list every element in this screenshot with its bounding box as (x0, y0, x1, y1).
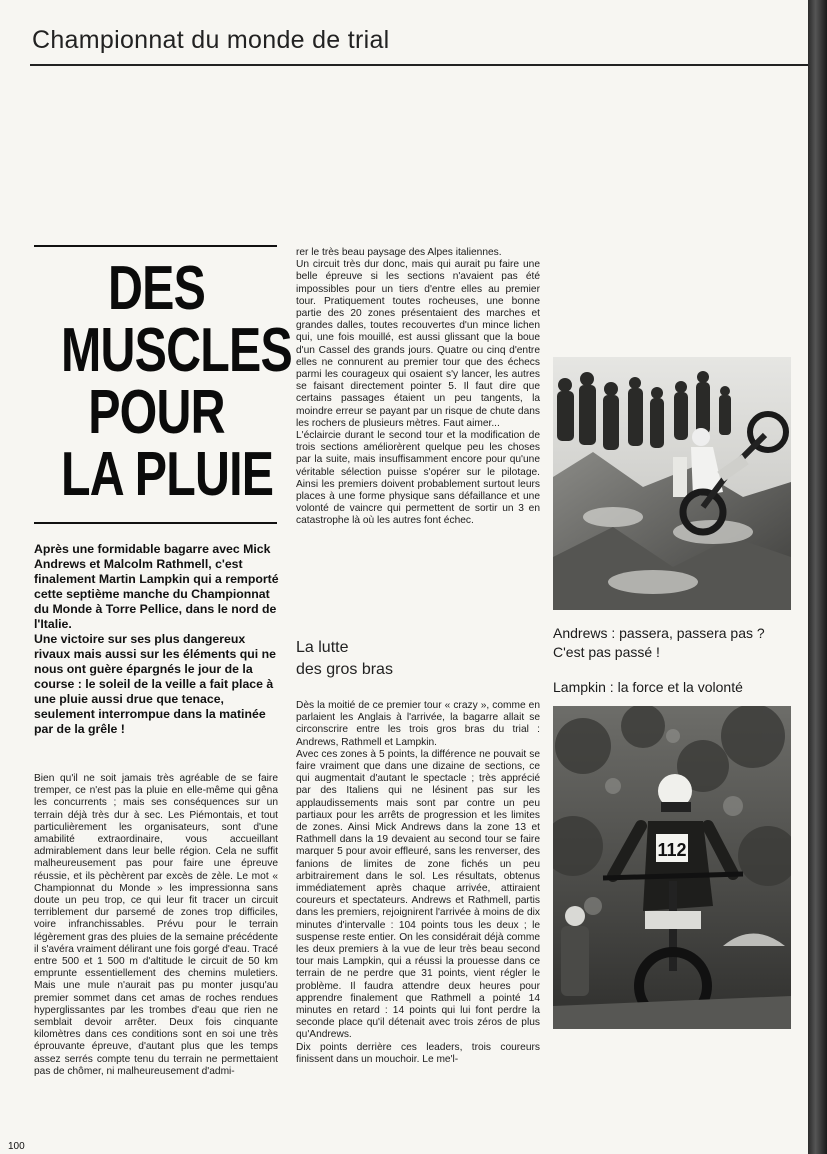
lead-paragraph-1: Après une formidable bagarre avec Mick Andrews et Malcolm Rathmell, c'est finalement Martin Lampkin qui a remporté cette septième manche du Championnat du Monde à Torre Pellice, dans le nord de l'Italie. (34, 542, 279, 631)
article-paragraph: rer le très beau paysage des Alpes italiennes. (296, 247, 502, 258)
photo-andrews-image (553, 357, 791, 610)
headline-top-divider (34, 245, 277, 247)
subheading (296, 637, 536, 681)
headline (60, 254, 292, 509)
lead-paragraph-2: Une victoire sur ses plus dangereux rivaux mais aussi sur les éléments qui ne nous ont guère épargnés le jour de la course : le soleil de la veille a fait place à une pluie aussi drue que tenace, seulement interrompue dans la matinée par de la grêle ! (34, 632, 276, 736)
header-divider (30, 64, 808, 66)
lead-paragraph (34, 542, 284, 737)
article-column-1 (34, 773, 278, 1078)
article-column-3 (296, 700, 540, 1066)
article-paragraph: Dix points derrière ces leaders, trois coureurs finissent dans un mouchoir. Le me'l- (296, 1041, 540, 1065)
headline-line: DES (107, 254, 206, 323)
article-paragraph: Dès la moitié de ce premier tour « crazy », comme en parlaient les Anglais à l'arrivée, la bagarre allait se circonscrire entre les trois gros bras du trial : Andrews, Rathmell et Lampkin. (296, 700, 540, 748)
headline-line: MUSCLES (60, 316, 292, 385)
photo-lampkin-image (553, 706, 791, 1029)
article-paragraph: Bien qu'il ne soit jamais très agréable de se faire tremper, ce n'est pas la pluie en elle-même qui gêna les concurrents ; mais ses conséquences sur un terrain déjà très dur à sec. Les Piémontais, et tout particulièrement les organisateurs, sont d'une amabilité extraordinaire, vous accueillant admirablement dans leur belle région. Cela ne suffit malheureusement pas pour faire une épreuve réussie, et ils pèchèrent par excès de zèle. Le mot « Championnat du Monde » les impressionna sans doute un peu trop, ce qui leur fit tracer un circuit terriblement dur parsemé de zones trop difficiles, voire infranchissables. Prévu pour le terrain légèrement gras des pluies de la semaine précédente il s'avéra vraiment délirant une fois gorgé d'eau. Tracé entre 500 et 1 500 m d'altitude le circuit de 50 km emprunte essentiellement des chemins muletiers. Mais une mule n'aurait pas pu monter jusqu'au premier sommet dans cet amas de roches rendues hyperglissantes par les trombes d'eau que rien ne semblait devoir arrêter. Deux fois cinquante kilomètres dans ces conditions sont en soi une très éprouvante épreuve, d'autant plus que les temps assez serrés compte tenu du terrain ne permettaient pas de chômer, ni malheureusement d'admi- (34, 773, 278, 1077)
headline-line: LA PLUIE (60, 440, 274, 509)
article-column-2 (296, 247, 540, 528)
article-paragraph: Avec ces zones à 5 points, la différence ne pouvait se faire vraiment que dans une dizaine de sections, ce qui augmentait d'autant le spectacle ; très apprécié par des Italiens qui ne lésinent pas sur les applaudissements mais sont par contre un peu partiaux pour les arrêts de progression et les limites de zones. Ainsi Mick Andrews dans la zone 13 et Rathmell dans la 19 devaient au second tour se faire marquer 5 pour avoir effleuré, sans les renverser, des fanions de limites de zone fichés un peu arbitrairement dans le sol. Les résultats, obtenus immédiatement après chaque arrivée, attiraient coureurs et spectateurs. Andrews et Rathmell, partis dans les premiers, rejoignirent l'arrivée à moins de dix minutes d'intervalle : 104 points tous les deux ; le suspense reste entier. On les considérait déjà comme les deux premiers à la vue de leur très beau second tour mais Lampkin, qui a réussi la prouesse dans ce terrain de ne perdre que 31 points, vient régler le problème. Il faudra attendre deux heures pour apprendre finalement que Rathmell a pointé 14 minutes en retard : 14 points qui lui font perdre la seconde place qu'il détenait avec trois zéros de plus qu'Andrews. (296, 748, 540, 1041)
number-plate: 112 (657, 840, 687, 860)
page-binding-edge (808, 0, 827, 1154)
photo-caption: Andrews : passera, passera pas ? C'est pas passé ! (553, 625, 765, 660)
subheading-line: des gros bras (296, 661, 393, 678)
article-paragraph: L'éclaircie durant le second tour et la modification de trois sections améliorèrent quelque peu les choses par la suite, mais insuffisamment encore pour qu'une véritable sélection puisse s'opérer sur le pilotage. Ainsi les premiers doivent probablement surtout leurs places à une forme physique sans défaillance et une volonté de vaincre qui permettent de sortir un 3 en catastrophe là où les autres font échec. (296, 430, 540, 527)
article-paragraph: Un circuit très dur donc, mais qui aurait pu faire une belle épreuve si les sections n'avaient pas été impossibles pour un tiers d'entre elles au premier tour. Pratiquement toutes rocheuses, une bonne partie des 20 zones présentaient des marches et grandes dalles, toutes recouvertes d'un mince lichen qui, une fois mouillé, est aussi glissant que la boue d'un Cassel des grands jours. Quatre ou cinq d'entre elles ne connurent au premier tour que des échecs parmi les courageux qui osaient s'y lancer, les autres se faisant directement pointer 5. Il faut dire que certains passages étaient un peu tangents, la moindre erreur se payant par un risque de chute dans les rochers de plusieurs mètres. Faut aimer... (296, 259, 540, 429)
headline-bottom-divider (34, 522, 277, 524)
headline-line: POUR (88, 378, 225, 447)
photo-andrews (553, 357, 791, 610)
photo-caption: Lampkin : la force et la volonté (553, 679, 743, 695)
photo-lampkin (553, 706, 791, 1029)
subheading-line: La lutte (296, 639, 349, 656)
section-title: Championnat du monde de trial (32, 26, 390, 54)
page-number: 100 (8, 1141, 25, 1152)
